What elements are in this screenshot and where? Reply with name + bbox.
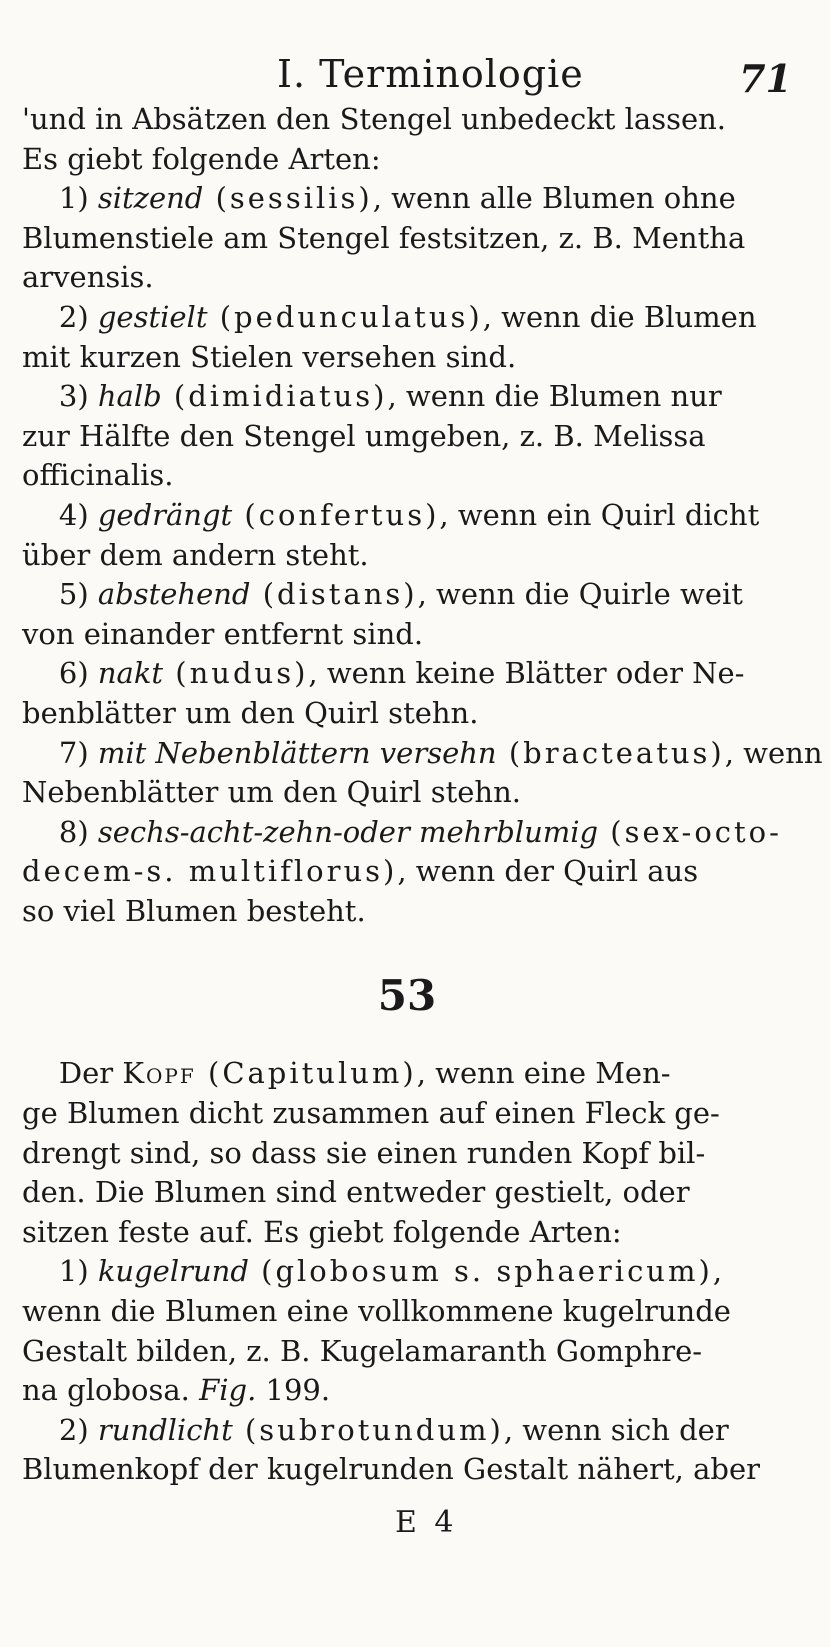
text-run: Nebenblätter um den Quirl stehn.: [22, 775, 521, 810]
text-line: [22, 892, 792, 932]
text-line: [22, 852, 792, 892]
italic-term: sitzend: [97, 181, 204, 216]
text-line: [22, 813, 792, 853]
text-run: 6): [22, 656, 98, 691]
latin-term: (globosum s. sphaericum): [248, 1254, 713, 1289]
text-line: [22, 694, 792, 734]
text-line: [22, 377, 792, 417]
italic-term: abstehend: [97, 577, 251, 612]
text-line: [22, 1134, 792, 1174]
text-line: [22, 734, 823, 774]
text-line: [22, 219, 792, 259]
latin-term: (dimidiatus): [161, 379, 388, 414]
text-line: [22, 100, 792, 140]
text-run: mit kurzen Stielen versehen sind.: [22, 339, 517, 374]
text-run: 2): [22, 299, 98, 334]
text-line: [22, 1450, 792, 1490]
text-run: , wenn die Blumen: [482, 299, 757, 334]
text-run: 'und in Absätzen den Stengel unbedeckt lassen.: [22, 102, 727, 136]
italic-term: halb: [97, 379, 162, 414]
text-line: [22, 773, 792, 813]
section-number: 53: [377, 971, 437, 1021]
text-run: drengt sind, so dass sie einen runden Kopf bil-: [22, 1135, 706, 1170]
latin-term: (sex-octo-: [598, 814, 782, 849]
text-run: na globosa.: [22, 1373, 200, 1408]
text-run: , wenn der Quirl aus: [397, 854, 699, 889]
text-run: 8): [22, 814, 98, 849]
italic-term: rundlicht: [97, 1412, 233, 1447]
text-line: [22, 1213, 792, 1253]
section-53-body: [22, 1054, 792, 1490]
section-52-continuation: [22, 100, 823, 931]
italic-term: nakt: [97, 656, 164, 691]
text-line: [22, 1332, 792, 1372]
text-run: , wenn alle Blumen ohne: [372, 181, 736, 216]
text-run: , wenn: [724, 735, 823, 770]
text-run: Es giebt folgende Arten:: [22, 141, 381, 176]
text-run: über dem andern steht.: [22, 537, 369, 572]
latin-term: (distans): [250, 577, 418, 612]
latin-term: (confertus): [232, 497, 440, 532]
text-line: [22, 536, 792, 576]
italic-term: gestielt: [97, 299, 208, 334]
signature-mark: E 4: [395, 1505, 458, 1540]
text-line: [22, 338, 792, 378]
text-run: , wenn keine Blätter oder Ne-: [308, 656, 745, 691]
text-line: [22, 615, 792, 655]
text-run: 199.: [256, 1373, 331, 1408]
text-run: , wenn eine Men-: [416, 1056, 671, 1091]
text-line: [22, 140, 792, 180]
text-run: 2): [22, 1412, 98, 1447]
italic-term: kugelrund: [97, 1254, 249, 1289]
small-caps-term: Kopf: [122, 1056, 196, 1091]
text-run: , wenn die Quirle weit: [417, 577, 743, 612]
text-run: ,: [712, 1254, 723, 1289]
latin-term: decem-s. multiflorus): [22, 854, 398, 889]
text-run: ge Blumen dicht zusammen auf einen Fleck ge-: [22, 1096, 720, 1131]
text-run: benblätter um den Quirl stehn.: [22, 695, 479, 730]
italic-term: mit Nebenblättern versehn: [97, 735, 497, 770]
text-run: 1): [22, 1254, 98, 1289]
text-run: officinalis.: [22, 458, 174, 493]
text-line: [22, 298, 792, 338]
text-run: arvensis.: [22, 260, 154, 295]
latin-term: (sessilis): [203, 181, 373, 216]
italic-term: gedrängt: [97, 497, 233, 532]
text-line: [22, 1252, 792, 1292]
text-line: [22, 1094, 792, 1134]
text-line: [22, 496, 792, 536]
text-run: 7): [22, 735, 98, 770]
text-run: 4): [22, 497, 98, 532]
text-run: Blumenkopf der kugelrunden Gestalt nähert, aber: [22, 1452, 760, 1487]
latin-term: (bracteatus): [496, 735, 725, 770]
text-run: 5): [22, 577, 98, 612]
text-line: [22, 1371, 792, 1411]
text-line: [22, 654, 792, 694]
italic-term: Fig.: [199, 1373, 257, 1408]
page-number: 71: [739, 56, 792, 101]
text-run: Der: [22, 1056, 123, 1091]
italic-term: sechs-acht-zehn-oder mehrblumig: [97, 814, 599, 849]
text-line: [22, 179, 792, 219]
text-line: [22, 258, 792, 298]
text-run: , wenn die Blumen nur: [387, 379, 722, 414]
latin-term: (nudus): [163, 656, 309, 691]
text-line: [22, 1173, 792, 1213]
running-head: [22, 40, 792, 100]
text-run: von einander entfernt sind.: [22, 616, 424, 651]
text-run: , wenn ein Quirl dicht: [439, 497, 760, 532]
text-run: 3): [22, 379, 98, 414]
text-run: so viel Blumen besteht.: [22, 893, 366, 928]
text-run: Blumenstiele am Stengel festsitzen, z. B. Mentha: [22, 220, 746, 255]
text-run: den. Die Blumen sind entweder gestielt, oder: [22, 1175, 690, 1210]
text-run: , wenn sich der: [503, 1412, 729, 1447]
text-line: [22, 575, 792, 615]
text-run: 1): [22, 181, 98, 216]
text-run: wenn die Blumen eine vollkommene kugelrunde: [22, 1294, 731, 1329]
text-line: [22, 1411, 792, 1451]
latin-term: (subrotundum): [232, 1412, 504, 1447]
latin-term: (Capitulum): [195, 1056, 417, 1091]
text-run: sitzen feste auf. Es giebt folgende Arten:: [22, 1214, 622, 1249]
text-line: [22, 1054, 792, 1094]
text-run: zur Hälfte den Stengel umgeben, z. B. Melissa: [22, 418, 706, 453]
running-head-title: I. Terminologie: [277, 52, 584, 96]
latin-term: (pedunculatus): [207, 299, 483, 334]
text-line: [22, 1292, 792, 1332]
text-line: [22, 417, 792, 457]
text-line: [22, 456, 792, 496]
text-run: Gestalt bilden, z. B. Kugelamaranth Gomphre-: [22, 1333, 703, 1368]
